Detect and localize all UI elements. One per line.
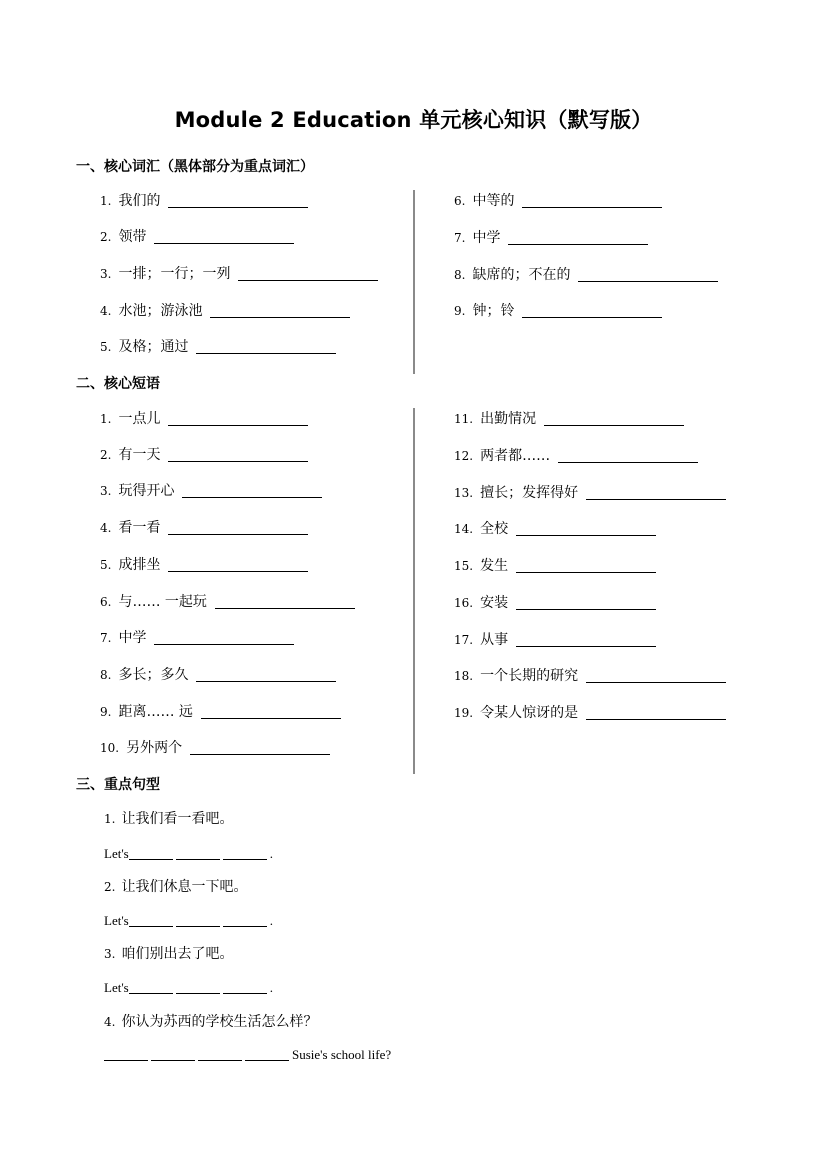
answer-blank[interactable]: [104, 1059, 148, 1061]
phrase-item: [100, 554, 308, 576]
item-prompt: 令某人惊讶的是: [480, 705, 579, 721]
answer-blank[interactable]: [176, 992, 220, 994]
sentence-answer: [104, 978, 273, 998]
answer-blank[interactable]: [238, 279, 378, 281]
phrase-item: [100, 444, 308, 466]
item-number: 4.: [100, 304, 112, 318]
phrase-item: [454, 408, 684, 430]
answer-blank[interactable]: [129, 925, 173, 927]
page-title: Module 2 Education 单元核心知识（默写版）: [174, 108, 653, 132]
sentence-text: 你认为苏西的学校生活怎么样？: [121, 1014, 318, 1030]
item-prompt: 钟；铃: [472, 303, 515, 319]
item-prompt: 一点儿: [118, 411, 161, 427]
item-number: 17.: [454, 633, 474, 647]
answer-blank[interactable]: [508, 243, 648, 245]
phrase-item: [100, 480, 322, 502]
answer-blank[interactable]: [154, 242, 294, 244]
item-number: 7.: [454, 231, 466, 245]
item-number: 4.: [104, 1015, 116, 1029]
vocab-item: [100, 263, 378, 285]
item-prompt: 看一看: [118, 520, 161, 536]
vocab-item: [100, 190, 308, 212]
item-prompt: 中学: [118, 630, 147, 646]
phrase-item: [454, 592, 656, 614]
item-prompt: 安装: [480, 595, 509, 611]
item-number: 5.: [100, 558, 112, 572]
answer-blank[interactable]: [223, 858, 267, 860]
item-number: 14.: [454, 522, 474, 536]
column-divider: [413, 408, 415, 774]
phrase-item: [454, 629, 656, 651]
answer-blank[interactable]: [196, 680, 336, 682]
item-prompt: 一个长期的研究: [480, 668, 579, 684]
phrase-item: [454, 665, 726, 687]
item-number: 9.: [454, 304, 466, 318]
section-heading-vocabulary: 一、核心词汇（黑体部分为重点词汇）: [76, 159, 314, 175]
answer-prefix: Let's: [104, 846, 129, 861]
phrase-item: [100, 591, 355, 613]
item-number: 3.: [100, 267, 112, 281]
answer-blank[interactable]: [586, 498, 726, 500]
answer-prefix: Let's: [104, 913, 129, 928]
phrase-item: [454, 702, 726, 724]
item-number: 13.: [454, 486, 474, 500]
item-number: 4.: [100, 521, 112, 535]
item-prompt: 与…… 一起玩: [118, 594, 207, 610]
item-number: 19.: [454, 706, 474, 720]
answer-blank[interactable]: [168, 533, 308, 535]
item-number: 7.: [100, 631, 112, 645]
phrase-item: [100, 627, 294, 649]
sentence-prompt: [104, 1011, 317, 1033]
item-number: 2.: [104, 880, 116, 894]
vocab-item: [454, 264, 718, 286]
item-number: 2.: [100, 230, 112, 244]
answer-blank[interactable]: [210, 316, 350, 318]
answer-blank[interactable]: [522, 316, 662, 318]
item-number: 6.: [454, 194, 466, 208]
item-prompt: 中学: [472, 230, 501, 246]
answer-blank[interactable]: [578, 280, 718, 282]
vocab-item: [454, 190, 662, 212]
sentence-answer: [104, 1045, 391, 1065]
item-prompt: 中等的: [472, 193, 515, 209]
item-prompt: 另外两个: [126, 740, 183, 756]
item-number: 18.: [454, 669, 474, 683]
phrase-item: [454, 555, 656, 577]
item-prompt: 缺席的；不在的: [472, 267, 571, 283]
answer-prefix: Let's: [104, 980, 129, 995]
item-number: 8.: [454, 268, 466, 282]
item-prompt: 出勤情况: [480, 411, 537, 427]
answer-suffix: .: [269, 913, 273, 928]
sentence-prompt: [104, 943, 233, 965]
item-prompt: 多长；多久: [118, 667, 189, 683]
phrase-item: [100, 664, 336, 686]
sentence-prompt: [104, 876, 247, 898]
answer-blank[interactable]: [129, 992, 173, 994]
item-number: 6.: [100, 595, 112, 609]
answer-blank[interactable]: [558, 461, 698, 463]
answer-blank[interactable]: [516, 645, 656, 647]
phrase-item: [454, 445, 698, 467]
answer-blank[interactable]: [190, 753, 330, 755]
answer-blank[interactable]: [176, 925, 220, 927]
answer-blank[interactable]: [201, 717, 341, 719]
column-divider: [413, 190, 415, 374]
answer-blank[interactable]: [182, 496, 322, 498]
item-number: 12.: [454, 449, 474, 463]
item-number: 3.: [104, 947, 116, 961]
item-prompt: 全校: [480, 521, 509, 537]
item-number: 15.: [454, 559, 474, 573]
item-number: 8.: [100, 668, 112, 682]
item-number: 2.: [100, 448, 112, 462]
item-prompt: 距离…… 远: [118, 704, 193, 720]
answer-blank[interactable]: [168, 424, 308, 426]
answer-blank[interactable]: [215, 607, 355, 609]
section-heading-phrases: 二、核心短语: [76, 376, 160, 392]
answer-blank[interactable]: [198, 1059, 242, 1061]
vocab-item: [100, 226, 294, 248]
phrase-item: [100, 408, 308, 430]
vocab-item: [454, 227, 648, 249]
sentence-text: 咱们别出去了吧。: [121, 946, 234, 962]
item-number: 1.: [100, 194, 112, 208]
answer-blank[interactable]: [151, 1059, 195, 1061]
item-prompt: 成排坐: [118, 557, 161, 573]
item-prompt: 水池；游泳池: [118, 303, 203, 319]
item-number: 9.: [100, 705, 112, 719]
phrase-item: [100, 737, 330, 759]
item-prompt: 擅长；发挥得好: [480, 485, 579, 501]
answer-blank[interactable]: [223, 992, 267, 994]
item-prompt: 玩得开心: [118, 483, 175, 499]
item-number: 16.: [454, 596, 474, 610]
answer-blank[interactable]: [196, 352, 336, 354]
vocab-item: [454, 300, 662, 322]
item-number: 11.: [454, 412, 474, 426]
phrase-item: [454, 518, 656, 540]
answer-blank[interactable]: [223, 925, 267, 927]
sentence-prompt: [104, 808, 233, 830]
phrase-item: [100, 517, 308, 539]
answer-blank[interactable]: [522, 206, 662, 208]
answer-blank[interactable]: [168, 570, 308, 572]
answer-suffix: .: [269, 980, 273, 995]
answer-blank[interactable]: [516, 571, 656, 573]
phrase-item: [454, 482, 726, 504]
sentence-text: 让我们休息一下吧。: [121, 879, 248, 895]
answer-blank[interactable]: [586, 681, 726, 683]
answer-blank[interactable]: [168, 206, 308, 208]
vocab-item: [100, 336, 336, 358]
item-prompt: 一排；一行；一列: [118, 266, 231, 282]
answer-blank[interactable]: [586, 718, 726, 720]
item-prompt: 有一天: [118, 447, 161, 463]
answer-blank[interactable]: [168, 460, 308, 462]
section-heading-sentences: 三、重点句型: [76, 777, 160, 793]
sentence-answer: [104, 844, 273, 864]
answer-blank[interactable]: [245, 1059, 289, 1061]
sentence-answer: [104, 911, 273, 931]
vocab-item: [100, 300, 350, 322]
answer-blank[interactable]: [544, 424, 684, 426]
item-prompt: 及格；通过: [118, 339, 189, 355]
item-number: 3.: [100, 484, 112, 498]
item-prompt: 我们的: [118, 193, 161, 209]
item-prompt: 领带: [118, 229, 147, 245]
item-prompt: 从事: [480, 632, 509, 648]
answer-suffix: Susie's school life?: [292, 1047, 392, 1062]
answer-blank[interactable]: [176, 858, 220, 860]
item-prompt: 两者都……: [480, 448, 551, 464]
item-number: 1.: [100, 412, 112, 426]
item-prompt: 发生: [480, 558, 509, 574]
item-number: 5.: [100, 340, 112, 354]
answer-blank[interactable]: [154, 643, 294, 645]
answer-suffix: .: [269, 846, 273, 861]
phrase-item: [100, 701, 341, 723]
answer-blank[interactable]: [516, 608, 656, 610]
item-number: 1.: [104, 812, 116, 826]
sentence-text: 让我们看一看吧。: [121, 811, 234, 827]
answer-blank[interactable]: [516, 534, 656, 536]
answer-blank[interactable]: [129, 858, 173, 860]
item-number: 10.: [100, 741, 120, 755]
